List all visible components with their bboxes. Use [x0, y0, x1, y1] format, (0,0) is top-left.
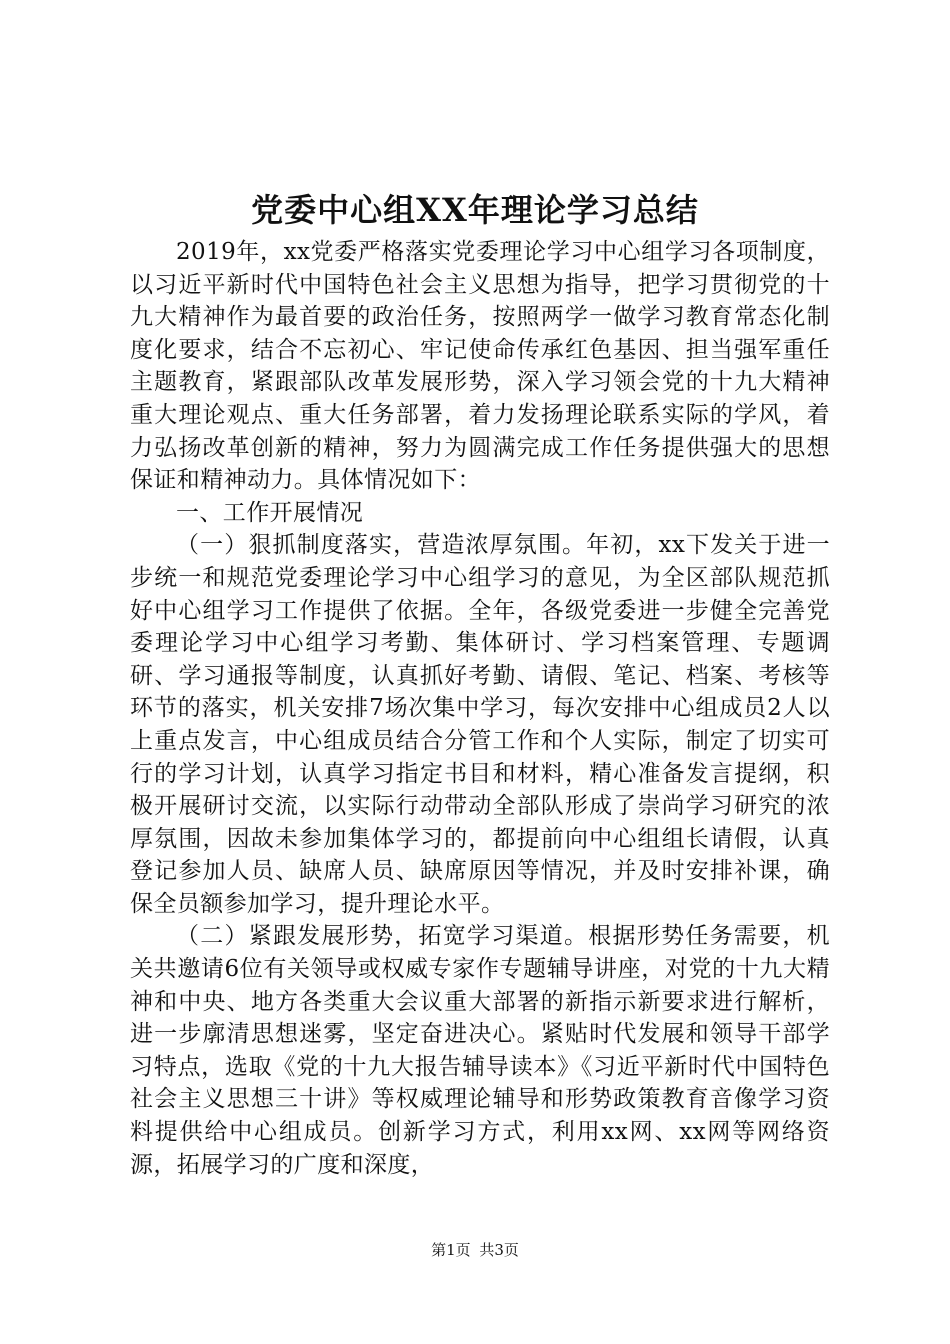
document-title: 党委中心组XX年理论学习总结 — [251, 191, 699, 229]
page-footer — [0, 1240, 950, 1260]
paragraph-part-2: （二）紧跟发展形势，拓宽学习渠道。根据形势任务需要，机关共邀请6位有关领导或权威专家作专题辅导讲座，对党的十九大精神和中央、地方各类重大会议重大部署的新指示新要求进行解析，进一步廓清思想迷雾，坚定奋进决心。紧贴时代发展和领导干部学习特点，选取《党的十九大报告辅导读本》《习近平新时代中国特色社会主义思想三十讲》等权威理论辅导和形势政策教育音像学习资料提供给中心组成员。创新学习方式，利用xx网、xx网等网络资源，拓展学习的广度和深度， — [130, 923, 830, 1178]
document-body — [130, 236, 830, 1181]
paragraph-part-1: （一）狠抓制度落实，营造浓厚氛围。年初，xx下发关于进一步统一和规范党委理论学习中心组学习的意见，为全区部队规范抓好中心组学习工作提供了依据。全年，各级党委进一步健全完善党委理论学习中心组学习考勤、集体研讨、学习档案管理、专题调研、学习通报等制度，认真抓好考勤、请假、笔记、档案、考核等环节的落实，机关安排7场次集中学习，每次安排中心组成员2人以上重点发言，中心组成员结合分管工作和个人实际，制定了切实可行的学习计划，认真学习指定书目和材料，精心准备发言提纲，积极开展研讨交流，以实际行动带动全部队形成了崇尚学习研究的浓厚氛围，因故未参加集体学习的，都提前向中心组组长请假，认真登记参加人员、缺席人员、缺席原因等情况，并及时安排补课，确保全员额参加学习，提升理论水平。 — [130, 532, 830, 917]
section-heading: 一、工作开展情况 — [176, 499, 364, 526]
page-number: 第1页 — [431, 1241, 471, 1259]
page-total: 共3页 — [479, 1241, 519, 1259]
intro-paragraph: 2019年，xx党委严格落实党委理论学习中心组学习各项制度，以习近平新时代中国特色社会主义思想为指导，把学习贯彻党的十九大精神作为最首要的政治任务，按照两学一做学习教育常态化制度化要求，结合不忘初心、牢记使命传承红色基因、担当强军重任主题教育，紧跟部队改革发展形势，深入学习领会党的十九大精神重大理论观点、重大任务部署，着力发扬理论联系实际的学风，着力弘扬改革创新的精神，努力为圆满完成工作任务提供强大的思想保证和精神动力。具体情况如下： — [130, 239, 830, 494]
